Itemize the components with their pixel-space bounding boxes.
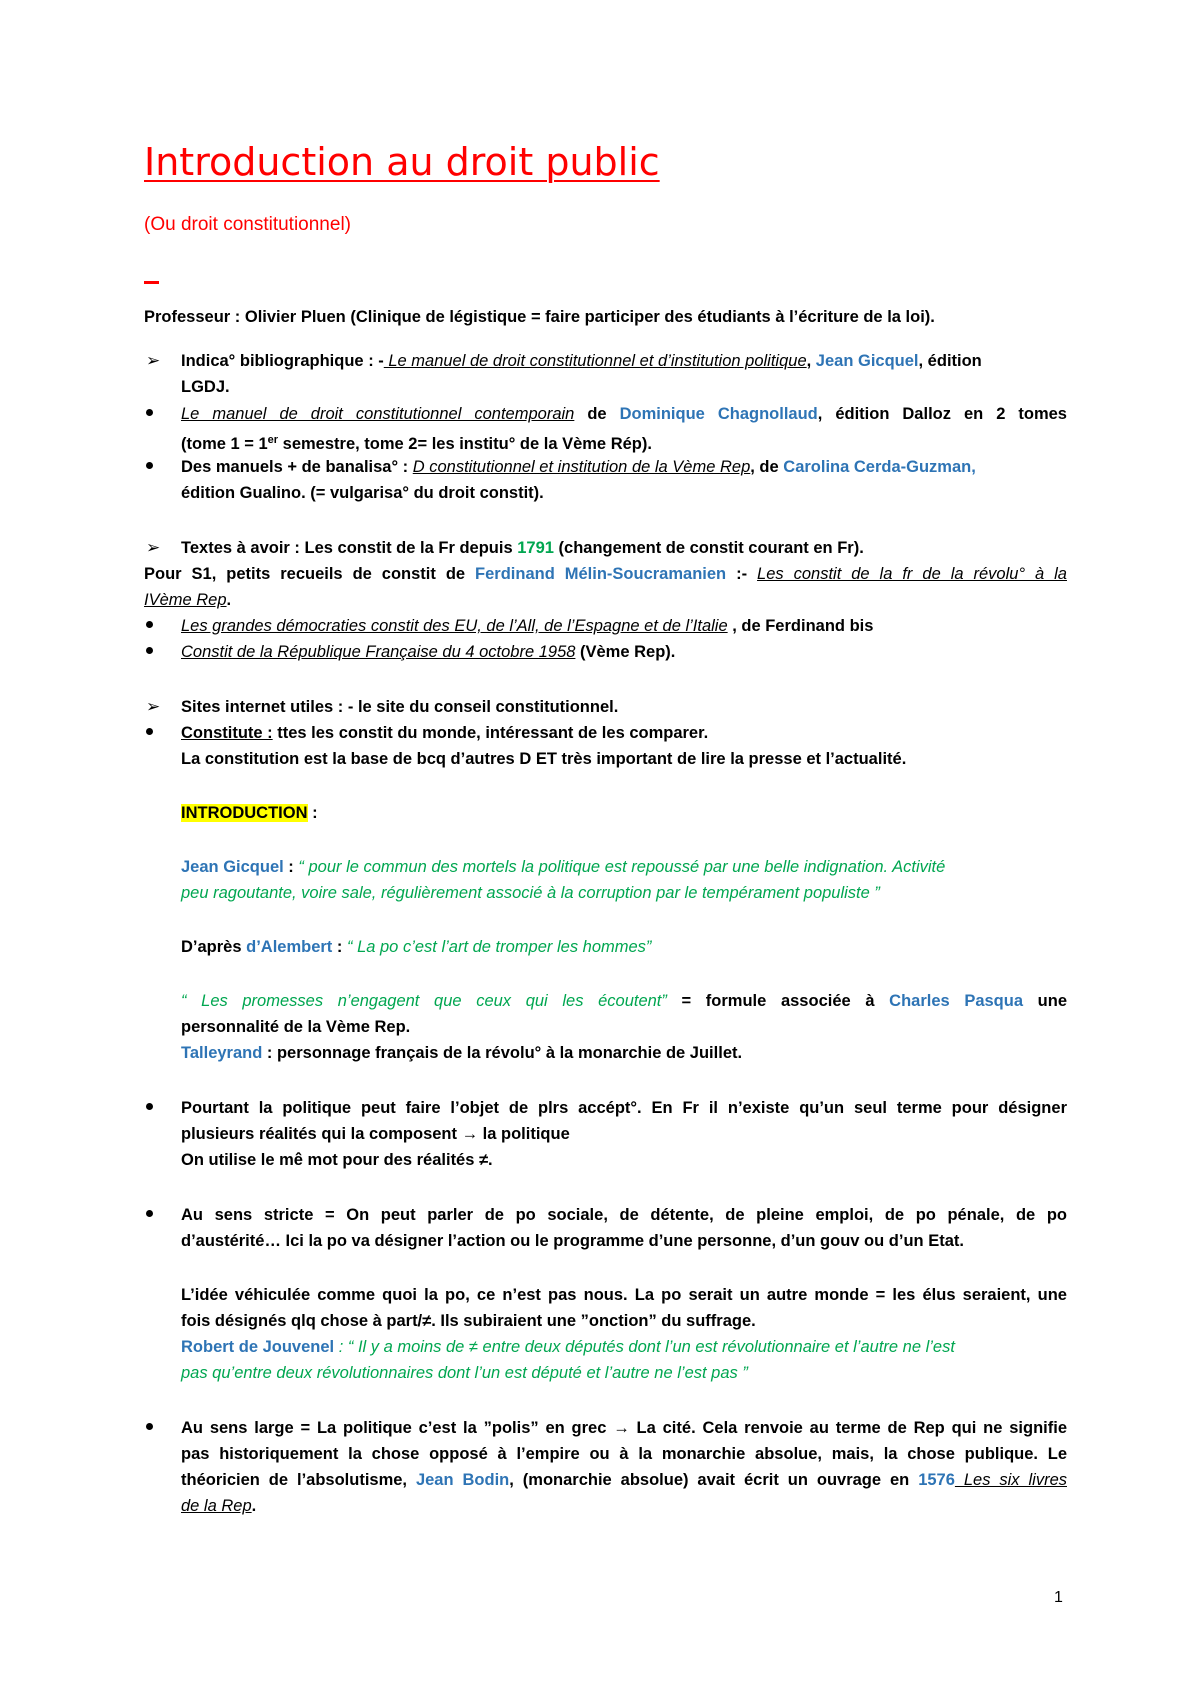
jouvenel-name: Robert de Jouvenel xyxy=(181,1338,335,1356)
pasqua-after: une xyxy=(1023,992,1068,1010)
constitute-tail: ttes les constit du monde, intéressant de les comparer. xyxy=(272,724,709,742)
large-line-2: pas historiquement la chose opposé à l’empire ou à la monarchie absolue, mais, la chose publique. Le xyxy=(181,1445,1067,1463)
stricte-line-2: d’austérité… Ici la po va désigner l’action ou le programme d’une personne, d’un gouv ou d’un Etat. xyxy=(181,1232,964,1250)
textes-line-3 xyxy=(144,590,231,610)
page-subtitle: (Ou droit constitutionnel) xyxy=(144,214,351,235)
textes-item-2-tail: (Vème Rep). xyxy=(575,643,676,661)
bullet-icon xyxy=(146,462,153,469)
s1-label: Pour S1, petits recueils de constit de xyxy=(144,565,476,583)
textes-line-2 xyxy=(144,564,1067,584)
alembert-sep: : xyxy=(332,938,347,956)
biblio-line-6: édition Gualino. (= vulgarisa° du droit constit). xyxy=(181,484,544,502)
talleyrand-tail: : personnage français de la révolu° à la monarchie de Juillet. xyxy=(262,1044,743,1062)
manuels-label: Des manuels + de banalisa° : xyxy=(181,458,413,476)
gicquel-sep: : xyxy=(283,858,299,876)
professeur-label: Professeur : Olivier Pluen xyxy=(144,308,346,326)
talleyrand-name: Talleyrand xyxy=(181,1044,263,1062)
pourtant-line-3: On utilise le mê mot pour des réalités ≠. xyxy=(181,1151,493,1169)
bullet-icon xyxy=(146,728,153,735)
gicquel-quote-line-2 xyxy=(181,883,880,903)
biblio-after-1: , édition xyxy=(918,352,982,370)
textes-year: 1791 xyxy=(517,539,554,557)
intro-heading-tail: : xyxy=(307,804,318,822)
s1-sep: :- xyxy=(726,565,758,583)
biblio-line-1 xyxy=(181,351,982,371)
bullet-icon xyxy=(146,409,153,416)
large-book: Les six livres xyxy=(954,1471,1067,1489)
biblio-label: Indica° bibliographique : - xyxy=(181,352,384,370)
gicquel-quote-b: peu ragoutante, voire sale, régulièrement associé à la corruption par le tempérament populiste ” xyxy=(181,884,880,902)
pasqua-line xyxy=(181,991,1067,1011)
large-year: 1576 xyxy=(918,1471,955,1489)
gicquel-quote-line-1 xyxy=(181,857,945,877)
textes-item-1-tail: , de Ferdinand bis xyxy=(727,617,874,635)
biblio-after-2: , édition Dalloz en 2 tomes xyxy=(817,405,1067,423)
large-line-3 xyxy=(181,1470,1067,1490)
textes-item-1 xyxy=(181,616,873,636)
professeur-detail: (Clinique de légistique = faire participer des étudiants à l’écriture de la loi). xyxy=(350,308,935,326)
biblio-line-3 xyxy=(181,404,1067,424)
large-book-end: . xyxy=(251,1497,257,1515)
alembert-name: d’Alembert xyxy=(246,938,333,956)
biblio-author-1: Jean Gicquel xyxy=(815,352,919,370)
textes-book-cont: IVème Rep xyxy=(144,591,227,609)
dapres: D’après xyxy=(181,938,247,956)
arrow-bullet-icon: ➢ xyxy=(146,538,161,557)
sites-line-1: Sites internet utiles : - le site du conseil constitutionnel. xyxy=(181,698,619,716)
large-l3b: , (monarchie absolue) avait écrit un ouvrage en xyxy=(509,1471,919,1489)
bullet-icon xyxy=(146,647,153,654)
sites-line-3: La constitution est la base de bcq d’autres D ET très important de lire la presse et l’actualité. xyxy=(181,750,907,768)
bullet-icon xyxy=(146,1423,153,1430)
separator: , xyxy=(806,352,816,370)
page-title: Introduction au droit public xyxy=(144,140,660,184)
textes-label-b: (changement de constit courant en Fr). xyxy=(553,539,864,557)
jouvenel-quote-line-1 xyxy=(181,1337,955,1357)
biblio-author-2: Dominique Chagnollaud xyxy=(619,405,818,423)
alembert-line xyxy=(181,937,651,957)
biblio-line-2: LGDJ. xyxy=(181,378,230,396)
gicquel-name: Jean Gicquel xyxy=(181,858,284,876)
biblio-line-5 xyxy=(181,457,976,477)
biblio-book-3: D constitutionnel et institution de la Vème Rep xyxy=(412,458,751,476)
large-l3a: théoricien de l’absolutisme, xyxy=(181,1471,416,1489)
large-book-cont: de la Rep xyxy=(181,1497,252,1515)
red-dash-divider xyxy=(144,281,159,284)
pourtant-line-2: plusieurs réalités qui la composent → la politique xyxy=(181,1125,570,1143)
jouvenel-quote-line-2 xyxy=(181,1363,748,1383)
textes-item-2 xyxy=(181,642,675,662)
professeur-line xyxy=(144,307,935,327)
stricte-line-1: Au sens stricte = On peut parler de po sociale, de détente, de pleine emploi, de po pénale, de po xyxy=(181,1206,1067,1224)
jouvenel-quote-a: : “ Il y a moins de ≠ entre deux députés dont l’un est révolutionnaire et l’autre ne l’est xyxy=(334,1338,955,1356)
large-line-1: Au sens large = La politique c’est la ”polis” en grec → La cité. Cela renvoie au terme de Rep qui ne signifie xyxy=(181,1419,1067,1437)
gicquel-quote-a: “ pour le commun des mortels la politique est repoussé par une belle indignation. Activité xyxy=(298,858,946,876)
bullet-icon xyxy=(146,1210,153,1217)
jouvenel-quote-b: pas qu’entre deux révolutionnaires dont l’un est député et l’autre ne l’est pas ” xyxy=(181,1364,748,1382)
textes-line-1 xyxy=(181,538,864,558)
perso-line: personnalité de la Vème Rep. xyxy=(181,1018,411,1036)
arrow-bullet-icon: ➢ xyxy=(146,697,161,716)
pasqua-tail: = formule associée à xyxy=(666,992,890,1010)
textes-item-2-title: Constit de la République Française du 4 octobre 1958 xyxy=(181,643,576,661)
pasqua-name: Charles Pasqua xyxy=(889,992,1024,1010)
bullet-icon xyxy=(146,1103,153,1110)
pasqua-quote: “ Les promesses n’engagent que ceux qui les écoutent” xyxy=(181,992,667,1010)
textes-author: Ferdinand Mélin-Soucramanien xyxy=(475,565,727,583)
stricte-line-3: L’idée véhiculée comme quoi la po, ce n’est pas nous. La po serait un autre monde = les élus seraient, une xyxy=(181,1286,1067,1304)
textes-item-1-title: Les grandes démocraties constit des EU, de l’All, de l’Espagne et de l’Italie xyxy=(181,617,728,635)
intro-heading xyxy=(181,803,318,823)
biblio-de-3: , de xyxy=(750,458,784,476)
textes-label: Textes à avoir : Les constit de la Fr depuis xyxy=(181,539,518,557)
biblio-de-2: de xyxy=(574,405,620,423)
tome-sup: er xyxy=(267,434,279,446)
talleyrand-line xyxy=(181,1043,742,1063)
page-number: 1 xyxy=(1054,1589,1063,1606)
bodin-name: Jean Bodin xyxy=(415,1471,510,1489)
stricte-line-4: fois désignés qlq chose à part/≠. Ils subiraient une ”onction” du suffrage. xyxy=(181,1312,756,1330)
constitute-link[interactable]: Constitute : xyxy=(181,724,273,742)
biblio-author-3: Carolina Cerda-Guzman, xyxy=(783,458,976,476)
pourtant-line-1: Pourtant la politique peut faire l’objet de plrs accépt°. En Fr il n’existe qu’un seul terme pour désigner xyxy=(181,1099,1067,1117)
sites-line-2 xyxy=(181,723,708,743)
tome-a: (tome 1 = 1 xyxy=(181,435,268,453)
textes-book-end: . xyxy=(226,591,232,609)
large-line-4 xyxy=(181,1496,256,1516)
tome-b: semestre, tome 2= les institu° de la Vème Rép). xyxy=(278,435,652,453)
biblio-line-4 xyxy=(181,430,652,454)
textes-book: Les constit de la fr de la révolu° à la xyxy=(757,565,1067,583)
alembert-quote: “ La po c’est l’art de tromper les hommes” xyxy=(346,938,652,956)
biblio-book-1: Le manuel de droit constitutionnel et d’institution politique xyxy=(383,352,807,370)
intro-heading-highlight: INTRODUCTION xyxy=(181,804,308,822)
biblio-book-2: Le manuel de droit constitutionnel contemporain xyxy=(181,405,575,423)
arrow-bullet-icon: ➢ xyxy=(146,351,161,370)
bullet-icon xyxy=(146,621,153,628)
